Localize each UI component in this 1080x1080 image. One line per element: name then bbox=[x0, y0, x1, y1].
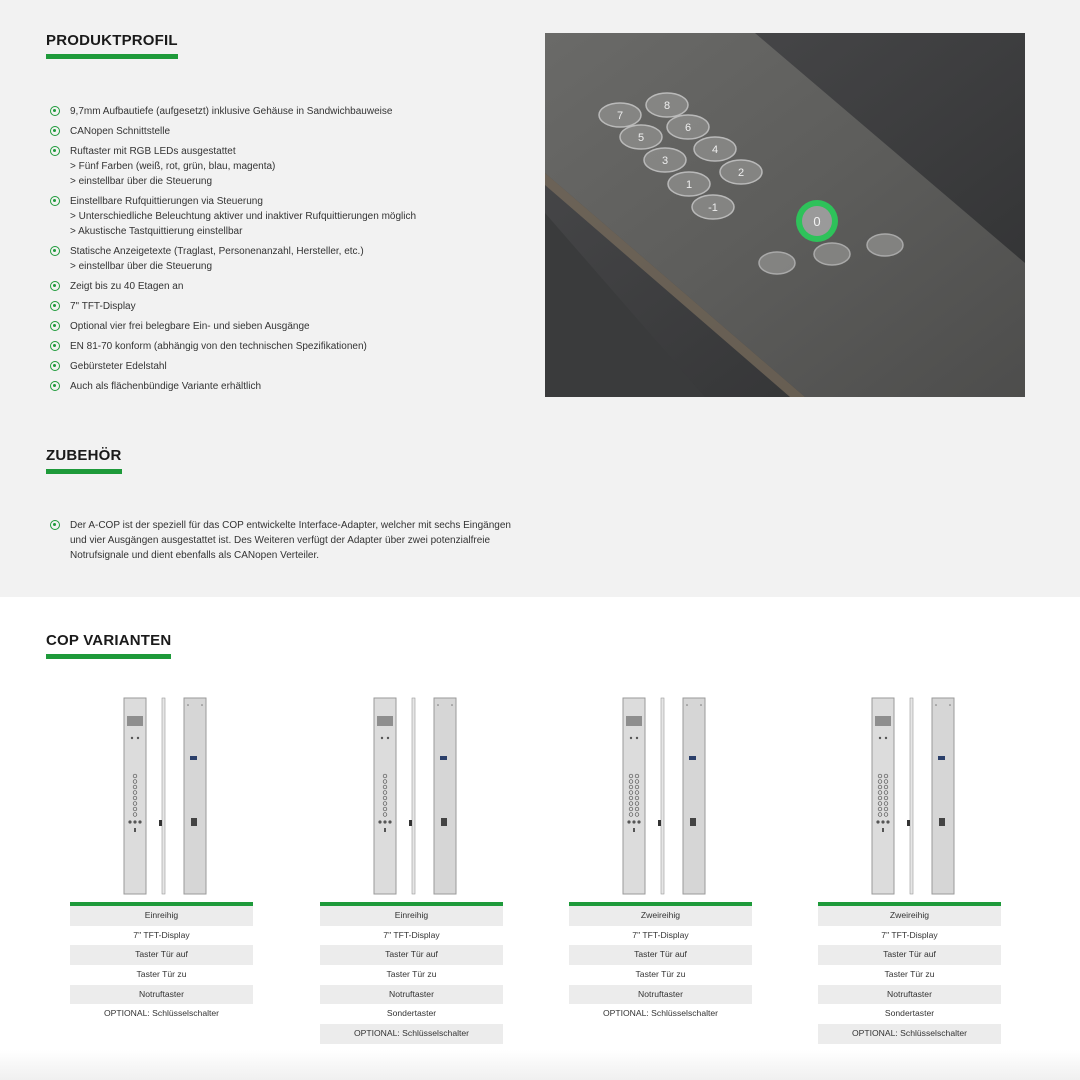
list-item-text: Optional vier frei belegbare Ein- und sieben Ausgänge bbox=[70, 321, 310, 332]
spec-row: 7" TFT-Display bbox=[881, 929, 938, 940]
list-item bbox=[50, 379, 416, 394]
list-item bbox=[50, 339, 416, 354]
call-button-label: 8 bbox=[663, 100, 671, 112]
spec-row: Taster Tür zu bbox=[136, 969, 187, 980]
cop-technical-drawing bbox=[569, 690, 752, 896]
list-item-text: Ruftaster mit RGB LEDs ausgestattet bbox=[70, 146, 236, 157]
produktprofil-heading bbox=[46, 32, 178, 59]
call-button-label: 7 bbox=[616, 110, 624, 122]
cop-technical-drawing bbox=[70, 690, 253, 896]
cop-variant bbox=[569, 690, 752, 1024]
list-item bbox=[50, 244, 416, 274]
list-item-text: Notrufsignale und dient ebenfalls als CANopen Verteiler. bbox=[70, 550, 320, 561]
spec-row: Taster Tür auf bbox=[818, 945, 1001, 965]
active-call-button-label: 0 bbox=[813, 214, 821, 229]
spec-row: Einreihig bbox=[320, 906, 503, 926]
cop-technical-drawing bbox=[320, 690, 503, 896]
heading-underline bbox=[46, 469, 122, 474]
call-button-label: 2 bbox=[737, 167, 745, 179]
call-button-label: 3 bbox=[661, 155, 669, 167]
list-item-text: EN 81-70 konform (abhängig von den technischen Spezifikationen) bbox=[70, 341, 367, 352]
elevator-panel-photo bbox=[545, 33, 1025, 397]
bullet-icon bbox=[50, 281, 60, 291]
list-item bbox=[50, 194, 416, 239]
bullet-icon bbox=[50, 520, 60, 530]
spec-row: OPTIONAL: Schlüsselschalter bbox=[602, 1008, 719, 1019]
spec-row: Einreihig bbox=[70, 906, 253, 926]
list-item-text: 9,7mm Aufbautiefe (aufgesetzt) inklusive Gehäuse in Sandwichbauweise bbox=[70, 106, 393, 117]
bullet-icon bbox=[50, 196, 60, 206]
cop-variant bbox=[320, 690, 503, 1044]
cop-drawing bbox=[569, 690, 752, 896]
spec-row: Taster Tür auf bbox=[569, 945, 752, 965]
cop-variant bbox=[70, 690, 253, 1024]
list-item-text: > einstellbar über die Steuerung bbox=[70, 176, 213, 187]
spec-row: Notruftaster bbox=[569, 985, 752, 1005]
bottom-fade bbox=[0, 1050, 1080, 1080]
list-item-text: > Akustische Tastquittierung einstellbar bbox=[70, 226, 243, 237]
heading-underline bbox=[46, 54, 178, 59]
list-item-text: und vier Ausgängen ausgestattet ist. Des Weiteren verfügt der Adapter über zwei potenzialfreie bbox=[70, 535, 491, 546]
list-item bbox=[50, 359, 416, 374]
list-item-text: CANopen Schnittstelle bbox=[70, 126, 171, 137]
bell-button bbox=[759, 252, 795, 274]
list-item-text: Einstellbare Rufquittierungen via Steuerung bbox=[70, 196, 263, 207]
cop-drawing bbox=[320, 690, 503, 896]
spec-row: Taster Tür zu bbox=[635, 969, 686, 980]
list-item bbox=[50, 279, 416, 294]
spec-row: OPTIONAL: Schlüsselschalter bbox=[103, 1008, 220, 1019]
cop-drawing bbox=[818, 690, 1001, 896]
list-item-text: Statische Anzeigetexte (Traglast, Personenanzahl, Hersteller, etc.) bbox=[70, 246, 364, 257]
cop-varianten-title: COP VARIANTEN bbox=[46, 632, 172, 649]
list-item-text: 7" TFT-Display bbox=[70, 301, 136, 312]
spec-row: Sondertaster bbox=[386, 1008, 437, 1019]
call-button-label: 6 bbox=[684, 122, 692, 134]
bullet-icon bbox=[50, 361, 60, 371]
list-item bbox=[50, 124, 416, 139]
call-button-label: 4 bbox=[711, 144, 719, 156]
spec-row: Taster Tür zu bbox=[884, 969, 935, 980]
bullet-icon bbox=[50, 381, 60, 391]
zubehoer-list bbox=[50, 518, 511, 568]
heading-underline bbox=[46, 654, 171, 659]
bullet-icon bbox=[50, 321, 60, 331]
cop-variant bbox=[818, 690, 1001, 1044]
spec-row: Notruftaster bbox=[70, 985, 253, 1005]
spec-row: Notruftaster bbox=[818, 985, 1001, 1005]
cop-technical-drawing bbox=[818, 690, 1001, 896]
list-item bbox=[50, 144, 416, 189]
zubehoer-heading bbox=[46, 447, 122, 474]
cop-drawing bbox=[70, 690, 253, 896]
spec-row: OPTIONAL: Schlüsselschalter bbox=[818, 1024, 1001, 1044]
spec-row: 7" TFT-Display bbox=[133, 929, 190, 940]
spec-row: Zweireihig bbox=[569, 906, 752, 926]
spec-row: Notruftaster bbox=[320, 985, 503, 1005]
bullet-icon bbox=[50, 341, 60, 351]
spec-row: Taster Tür auf bbox=[320, 945, 503, 965]
list-item-text: > einstellbar über die Steuerung bbox=[70, 261, 213, 272]
list-item bbox=[50, 104, 416, 119]
spec-row: OPTIONAL: Schlüsselschalter bbox=[320, 1024, 503, 1044]
bullet-icon bbox=[50, 146, 60, 156]
cop-varianten-heading bbox=[46, 632, 171, 659]
bullet-icon bbox=[50, 246, 60, 256]
door-button bbox=[867, 234, 903, 256]
spec-row: Taster Tür zu bbox=[386, 969, 437, 980]
list-item-text: > Fünf Farben (weiß, rot, grün, blau, magenta) bbox=[70, 161, 276, 172]
list-item-text: Zeigt bis zu 40 Etagen an bbox=[70, 281, 184, 292]
bullet-icon bbox=[50, 301, 60, 311]
list-item bbox=[50, 299, 416, 314]
light-button bbox=[814, 243, 850, 265]
call-button-label: -1 bbox=[708, 202, 718, 214]
list-item-text: Auch als flächenbündige Variante erhältlich bbox=[70, 381, 262, 392]
list-item-text: Der A-COP ist der speziell für das COP entwickelte Interface-Adapter, welcher mit sechs Eingängen bbox=[70, 520, 511, 531]
produktprofil-list bbox=[50, 104, 416, 399]
bullet-icon bbox=[50, 126, 60, 136]
spec-row: Zweireihig bbox=[818, 906, 1001, 926]
call-button-label: 1 bbox=[685, 179, 693, 191]
list-item-text: Gebürsteter Edelstahl bbox=[70, 361, 167, 372]
spec-row: 7" TFT-Display bbox=[632, 929, 689, 940]
bullet-icon bbox=[50, 106, 60, 116]
list-item bbox=[50, 518, 511, 563]
list-item bbox=[50, 319, 416, 334]
product-photo bbox=[545, 33, 1025, 397]
spec-row: Taster Tür auf bbox=[70, 945, 253, 965]
call-button-label: 5 bbox=[637, 132, 645, 144]
spec-row: Sondertaster bbox=[884, 1008, 935, 1019]
list-item-text: > Unterschiedliche Beleuchtung aktiver und inaktiver Rufquittierungen möglich bbox=[70, 211, 417, 222]
zubehoer-title: ZUBEHÖR bbox=[46, 447, 122, 464]
produktprofil-title: PRODUKTPROFIL bbox=[46, 32, 178, 49]
spec-row: 7" TFT-Display bbox=[383, 929, 440, 940]
